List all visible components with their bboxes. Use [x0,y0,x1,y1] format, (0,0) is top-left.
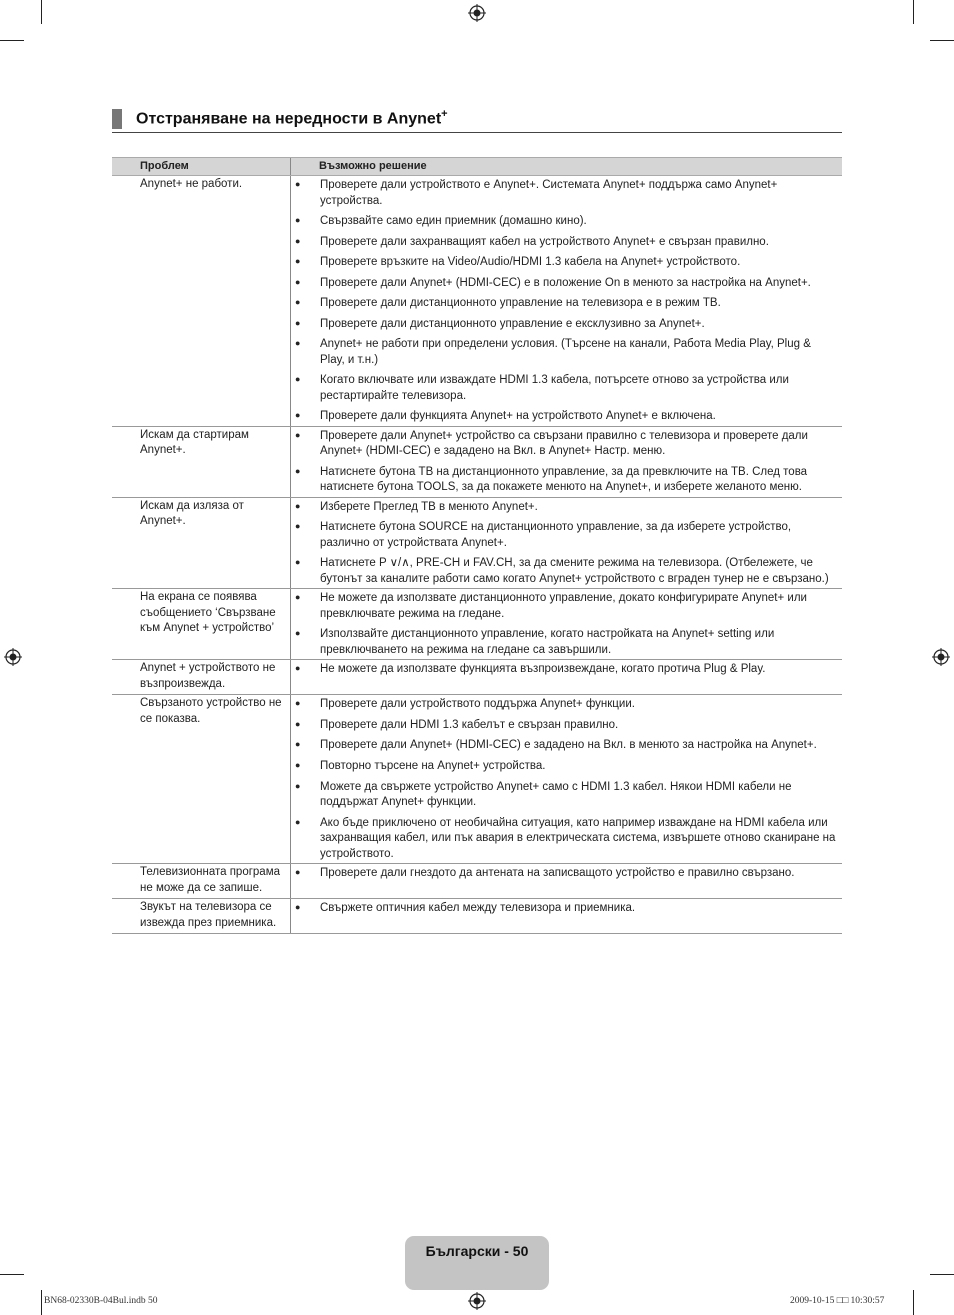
page-title: Отстраняване на нередности в Anynet+ [136,108,448,128]
solution-list [291,901,838,917]
table-row [112,899,842,934]
list-item: ● Натиснете бутона SOURCE на дистанционното управление, за да изберете устройство, различно от устройствата Anynet+. [291,520,838,551]
solution-cell [291,660,843,695]
registration-mark-icon [932,648,950,666]
solution-cell [291,426,843,497]
column-header-solution: Възможно решение [291,158,843,176]
list-item: ● Проверете връзките на Video/Audio/HDMI 1.3 кабела на Anynet+ устройството. [291,255,838,271]
problem-cell: Anynet+ не работи. [112,176,291,427]
crop-mark [0,1274,24,1275]
list-item: ● Проверете дали дистанционното управление на телевизора е в режим TB. [291,296,838,312]
table-row [112,589,842,660]
registration-mark-icon [4,648,22,666]
list-item: ● Проверете дали HDMI 1.3 кабелът е свързан правилно. [291,718,838,734]
title-superscript: + [441,108,448,120]
solution-list [291,500,838,588]
crop-mark [930,1274,954,1275]
list-item: ● Проверете дали захранващият кабел на устройството Anynet+ е свързан правилно. [291,235,838,251]
title-bar-marker [112,109,122,129]
crop-mark [41,0,42,24]
problem-cell: На екрана се появява съобщението ‘Свързване към Anynet + устройство’ [112,589,291,660]
list-item: ● Проверете дали функцията Anynet+ на устройството Anynet+ е включена. [291,409,838,425]
table-row [112,695,842,864]
problem-cell: Искам да изляза от Anynet+. [112,497,291,589]
table-row [112,497,842,589]
section-header [112,107,842,133]
table-body [112,176,842,934]
list-item: ● Свържете оптичния кабел между телевизора и приемника. [291,901,838,917]
list-item: ● Изберете Преглед TB в менюто Anynet+. [291,500,838,516]
solution-list [291,591,838,658]
list-item: ● Проверете дали устройството е Anynet+. Системата Anynet+ поддържа само Anynet+ устройства. [291,178,838,209]
list-item: ● Проверете дали Anynet+ (HDMI-CEC) е зададено на Вкл. в менюто за настройка на Anynet+. [291,738,838,754]
print-timestamp: 2009-10-15 □□ 10:30:57 [790,1296,885,1306]
list-item: ● Свързвайте само един приемник (домашно кино). [291,214,838,230]
solution-list [291,697,838,862]
list-item: ● Anynet+ не работи при определени условия. (Търсене на канали, Работа Media Play, Plug & Play, и т.н.) [291,337,838,368]
list-item: ● Проверете дали дистанционното управление е ексклузивно за Anynet+. [291,317,838,333]
solution-cell [291,497,843,589]
list-item: ● Не можете да използвате дистанционното управление, докато конфигурирате Anynet+ или превключвате режима на гледане. [291,591,838,622]
table-row [112,426,842,497]
list-item: ● Повторно търсене на Anynet+ устройства. [291,759,838,775]
list-item: ● Проверете дали гнездото да антената на записващото устройство е правилно свързано. [291,866,838,882]
solution-list [291,429,838,496]
table-row [112,864,842,899]
crop-mark [913,0,914,24]
list-item: ● Когато включвате или изваждате HDMI 1.3 кабела, потърсете отново за устройства или рестартирайте телевизора. [291,373,838,404]
crop-mark [41,1290,42,1315]
list-item: ● Използвайте дистанционното управление, когато настройката на Anynet+ setting или превключването на режима на гледане са завършили. [291,627,838,658]
troubleshooting-table [112,157,842,934]
list-item: ● Не можете да използвате функцията възпроизвеждане, когато протича Plug & Play. [291,662,838,678]
list-item: ● Проверете дали устройството поддържа Anynet+ функции. [291,697,838,713]
solution-list [291,662,838,678]
crop-mark [913,1290,914,1315]
problem-cell: Anynet + устройството не възпроизвежда. [112,660,291,695]
solution-cell [291,695,843,864]
list-item: ● Ако бъде приключено от необичайна ситуация, като например изваждане на HDMI кабела или захранващия кабел, или пък авария в електрическата система, извършете отново сканиране на устройството. [291,816,838,863]
file-info: BN68-02330B-04Bul.indb 50 [44,1296,158,1306]
table-header-row [112,158,842,176]
table-row [112,176,842,427]
list-item: ● Проверете дали Anynet+ (HDMI-CEC) е в положение On в менюто за настройка на Anynet+. [291,276,838,292]
crop-mark [930,40,954,41]
list-item: ● Проверете дали Anynet+ устройство са свързани правилно с телевизора и проверете дали Anynet+ (HDMI-CEC) е зададено на Вкл. в Anynet+ Настр. меню. [291,429,838,460]
list-item: ● Можете да свържете устройство Anynet+ само с HDMI 1.3 кабел. Някои HDMI кабели не поддържат Anynet+ функции. [291,780,838,811]
list-item: ● Натиснете бутона TB на дистанционното управление, за да превключите на TB. След това натиснете бутона TOOLS, за да покажете менюто на Anynet+, и изберете желаното меню. [291,465,838,496]
solution-cell [291,864,843,899]
problem-cell: Искам да стартирам Anynet+. [112,426,291,497]
solution-list [291,866,838,882]
list-item: ● Натиснете P ∨/∧, PRE-CH и FAV.CH, за да смените режима на телевизора. (Отбележете, че бутонът за каналите работи само когато Anynet+ устройството с вграден тунер не е свързано.) [291,556,838,587]
table-row [112,660,842,695]
registration-mark-icon [468,4,486,22]
problem-cell: Телевизионната програма не може да се запише. [112,864,291,899]
registration-mark-icon [468,1292,486,1310]
solution-cell [291,176,843,427]
page-number: Български - 50 [425,1243,529,1259]
problem-cell: Свързаното устройство не се показва. [112,695,291,864]
solution-cell [291,589,843,660]
solution-cell [291,899,843,934]
column-header-problem: Проблем [112,158,291,176]
solution-list [291,178,838,425]
problem-cell: Звукът на телевизора се извежда през приемника. [112,899,291,934]
crop-mark [0,40,24,41]
page-number-tab [405,1236,549,1290]
